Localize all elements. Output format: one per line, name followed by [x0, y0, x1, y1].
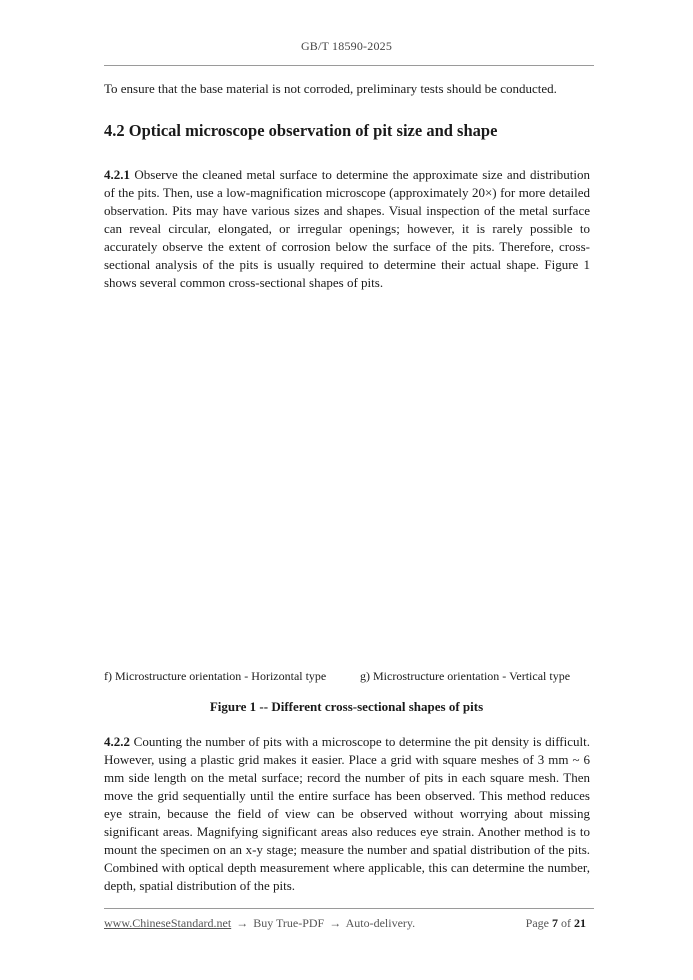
header-divider — [104, 65, 594, 66]
page-total: 21 — [574, 916, 586, 930]
figure-1-area — [104, 300, 590, 660]
page-label: Page — [525, 916, 549, 930]
subcaption-f: f) Microstructure orientation - Horizontal type — [104, 669, 327, 683]
intro-paragraph: To ensure that the base material is not corroded, preliminary tests should be conducted. — [104, 81, 557, 96]
clause-text: Observe the cleaned metal surface to determine the approximate size and distribution of the pits. Then, use a low-magnification microscope (approximately 20×) for more detailed observation. Pits may have various sizes and shapes. Visual inspection of the metal surface can reveal circular, elongated, or irregular openings; however, it is rarely possible to accurately observe the extent of corrosion below the surface of the pits. Therefore, cross-sectional analysis of the pits is usually required to determine their actual shape. Figure 1 shows several common cross-sectional shapes of pits. — [104, 167, 590, 290]
clause-4-2-2 — [104, 733, 590, 895]
arrow-right-icon: → — [329, 916, 342, 930]
site-link[interactable]: www.ChineseStandard.net — [104, 916, 232, 930]
page-header — [0, 39, 693, 54]
footer-divider — [104, 908, 594, 909]
clause-4-2-1 — [104, 166, 590, 292]
clause-number: 4.2.1 — [104, 167, 130, 182]
delivery-step-text: Auto-delivery. — [345, 916, 416, 930]
footer-links — [104, 916, 415, 931]
page-of-label: of — [561, 916, 571, 930]
clause-number: 4.2.2 — [104, 734, 130, 749]
buy-step-text: Buy True-PDF — [253, 916, 325, 930]
subcaption-g: g) Microstructure orientation - Vertical type — [360, 669, 571, 683]
page-indicator — [526, 916, 586, 931]
arrow-right-icon: → — [236, 916, 249, 930]
section-title: 4.2 Optical microscope observation of pit size and shape — [104, 121, 498, 140]
figure-caption: Figure 1 -- Different cross-sectional shapes of pits — [209, 699, 484, 714]
page-current: 7 — [552, 916, 558, 930]
standard-id: GB/T 18590-2025 — [300, 39, 393, 53]
clause-text: Counting the number of pits with a microscope to determine the pit density is difficult. However, using a plastic grid makes it easier. Place a grid with square meshes of 3 mm ~ 6 mm side length on the metal surface; record the number of pits in each square mesh. Then move the grid sequentially until the entire surface has been observed. This method reduces eye strain, because the field of view can be observed without worrying about missing significant areas. Magnifying significant areas also reduces eye strain. Another method is to mount the specimen on an x-y stage; measure the number and spatial distribution of the pits. Combined with optical depth measurement where applicable, this can determine the number, depth, spatial distribution of the pits. — [104, 734, 590, 893]
